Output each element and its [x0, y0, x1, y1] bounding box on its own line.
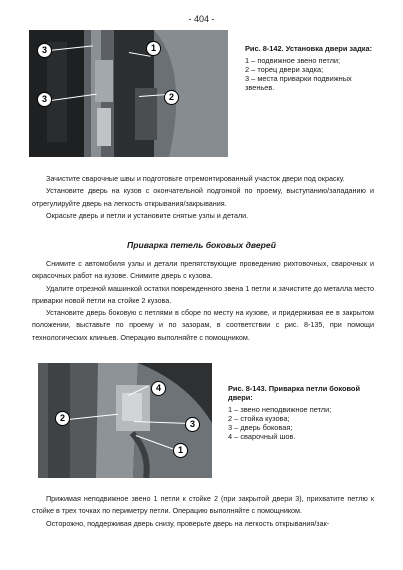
- figure-hinge-welding-photo: [38, 363, 212, 478]
- callout-1: 1: [146, 41, 161, 56]
- text-block-3: [32, 493, 374, 530]
- callout-2: 2: [164, 90, 179, 105]
- paragraph: Окрасьте дверь и петли и установите снятые узлы и детали.: [46, 210, 249, 220]
- figure-1-caption: [245, 44, 373, 92]
- section-heading: Приварка петель боковых дверей: [127, 240, 276, 250]
- figure-2-legend-item: 1 – звено неподвижное петли;: [228, 405, 332, 414]
- figure-1-legend-item: 1 – подвижное звено петли;: [245, 56, 341, 65]
- page-number: - 404 -: [188, 14, 215, 24]
- callout-4: 4: [151, 381, 166, 396]
- figure-door-installation-photo: [29, 30, 228, 157]
- figure-2-title: Рис. 8-143. Приварка петли боковой двери:: [228, 384, 360, 402]
- text-block-1: [32, 173, 374, 222]
- figure-1-legend-item: 2 – торец двери задка;: [245, 65, 324, 74]
- figure-2-legend-item: 4 – сварочный шов.: [228, 432, 296, 441]
- text-block-2: [32, 258, 374, 344]
- figure-2-caption: [228, 384, 378, 441]
- paragraph: Снимите с автомобиля узлы и детали препятствующие проведению рихтовочных, сварочных и окрасочных работ на кузове. Снимите дверь с кузова.: [32, 259, 374, 281]
- paragraph: Зачистите сварочные швы и подготовьте отремонтированный участок двери под окраску.: [46, 174, 345, 183]
- paragraph: Удалите отрезной машинкой остатки поврежденного звена 1 петли и зачистите до металла место приварки новой петли на стойке 2 кузова.: [32, 283, 374, 305]
- callout-3-bottom: 3: [37, 92, 52, 107]
- callout-1: 1: [173, 443, 188, 458]
- figure-1-title: Рис. 8-142. Установка двери задка:: [245, 44, 373, 53]
- figure-2-legend-item: 2 – стойка кузова;: [228, 414, 290, 423]
- paragraph: Осторожно, поддерживая дверь снизу, проверьте дверь на легкость открывания/зак-: [46, 518, 330, 528]
- paragraph: Установите дверь боковую с петлями в сборе по месту на кузове, и придерживая ее в закрытом положении, выставьте по проему и по зазорам, в соответствии с рис. 8-135, при помощи технологических клиньев. Операцию выполняйте с помощником.: [32, 308, 374, 342]
- paragraph: Прижимая неподвижное звено 1 петли к стойке 2 (при закрытой двери 3), прихватите петлю к стойке в трех точках по периметру петли. Операцию выполняйте с помощником.: [32, 494, 374, 516]
- callout-3: 3: [185, 417, 200, 432]
- paragraph: Установите дверь на кузов с окончательной подгонкой по проему, выступанию/западанию и отрегулируйте дверь на легкость открывания/закрывания.: [32, 186, 374, 208]
- callout-2: 2: [55, 411, 70, 426]
- callout-3-top: 3: [37, 43, 52, 58]
- figure-2-legend-item: 3 – дверь боковая;: [228, 423, 293, 432]
- figure-1-legend-item: 3 – места приварки подвижных звеньев.: [245, 74, 352, 92]
